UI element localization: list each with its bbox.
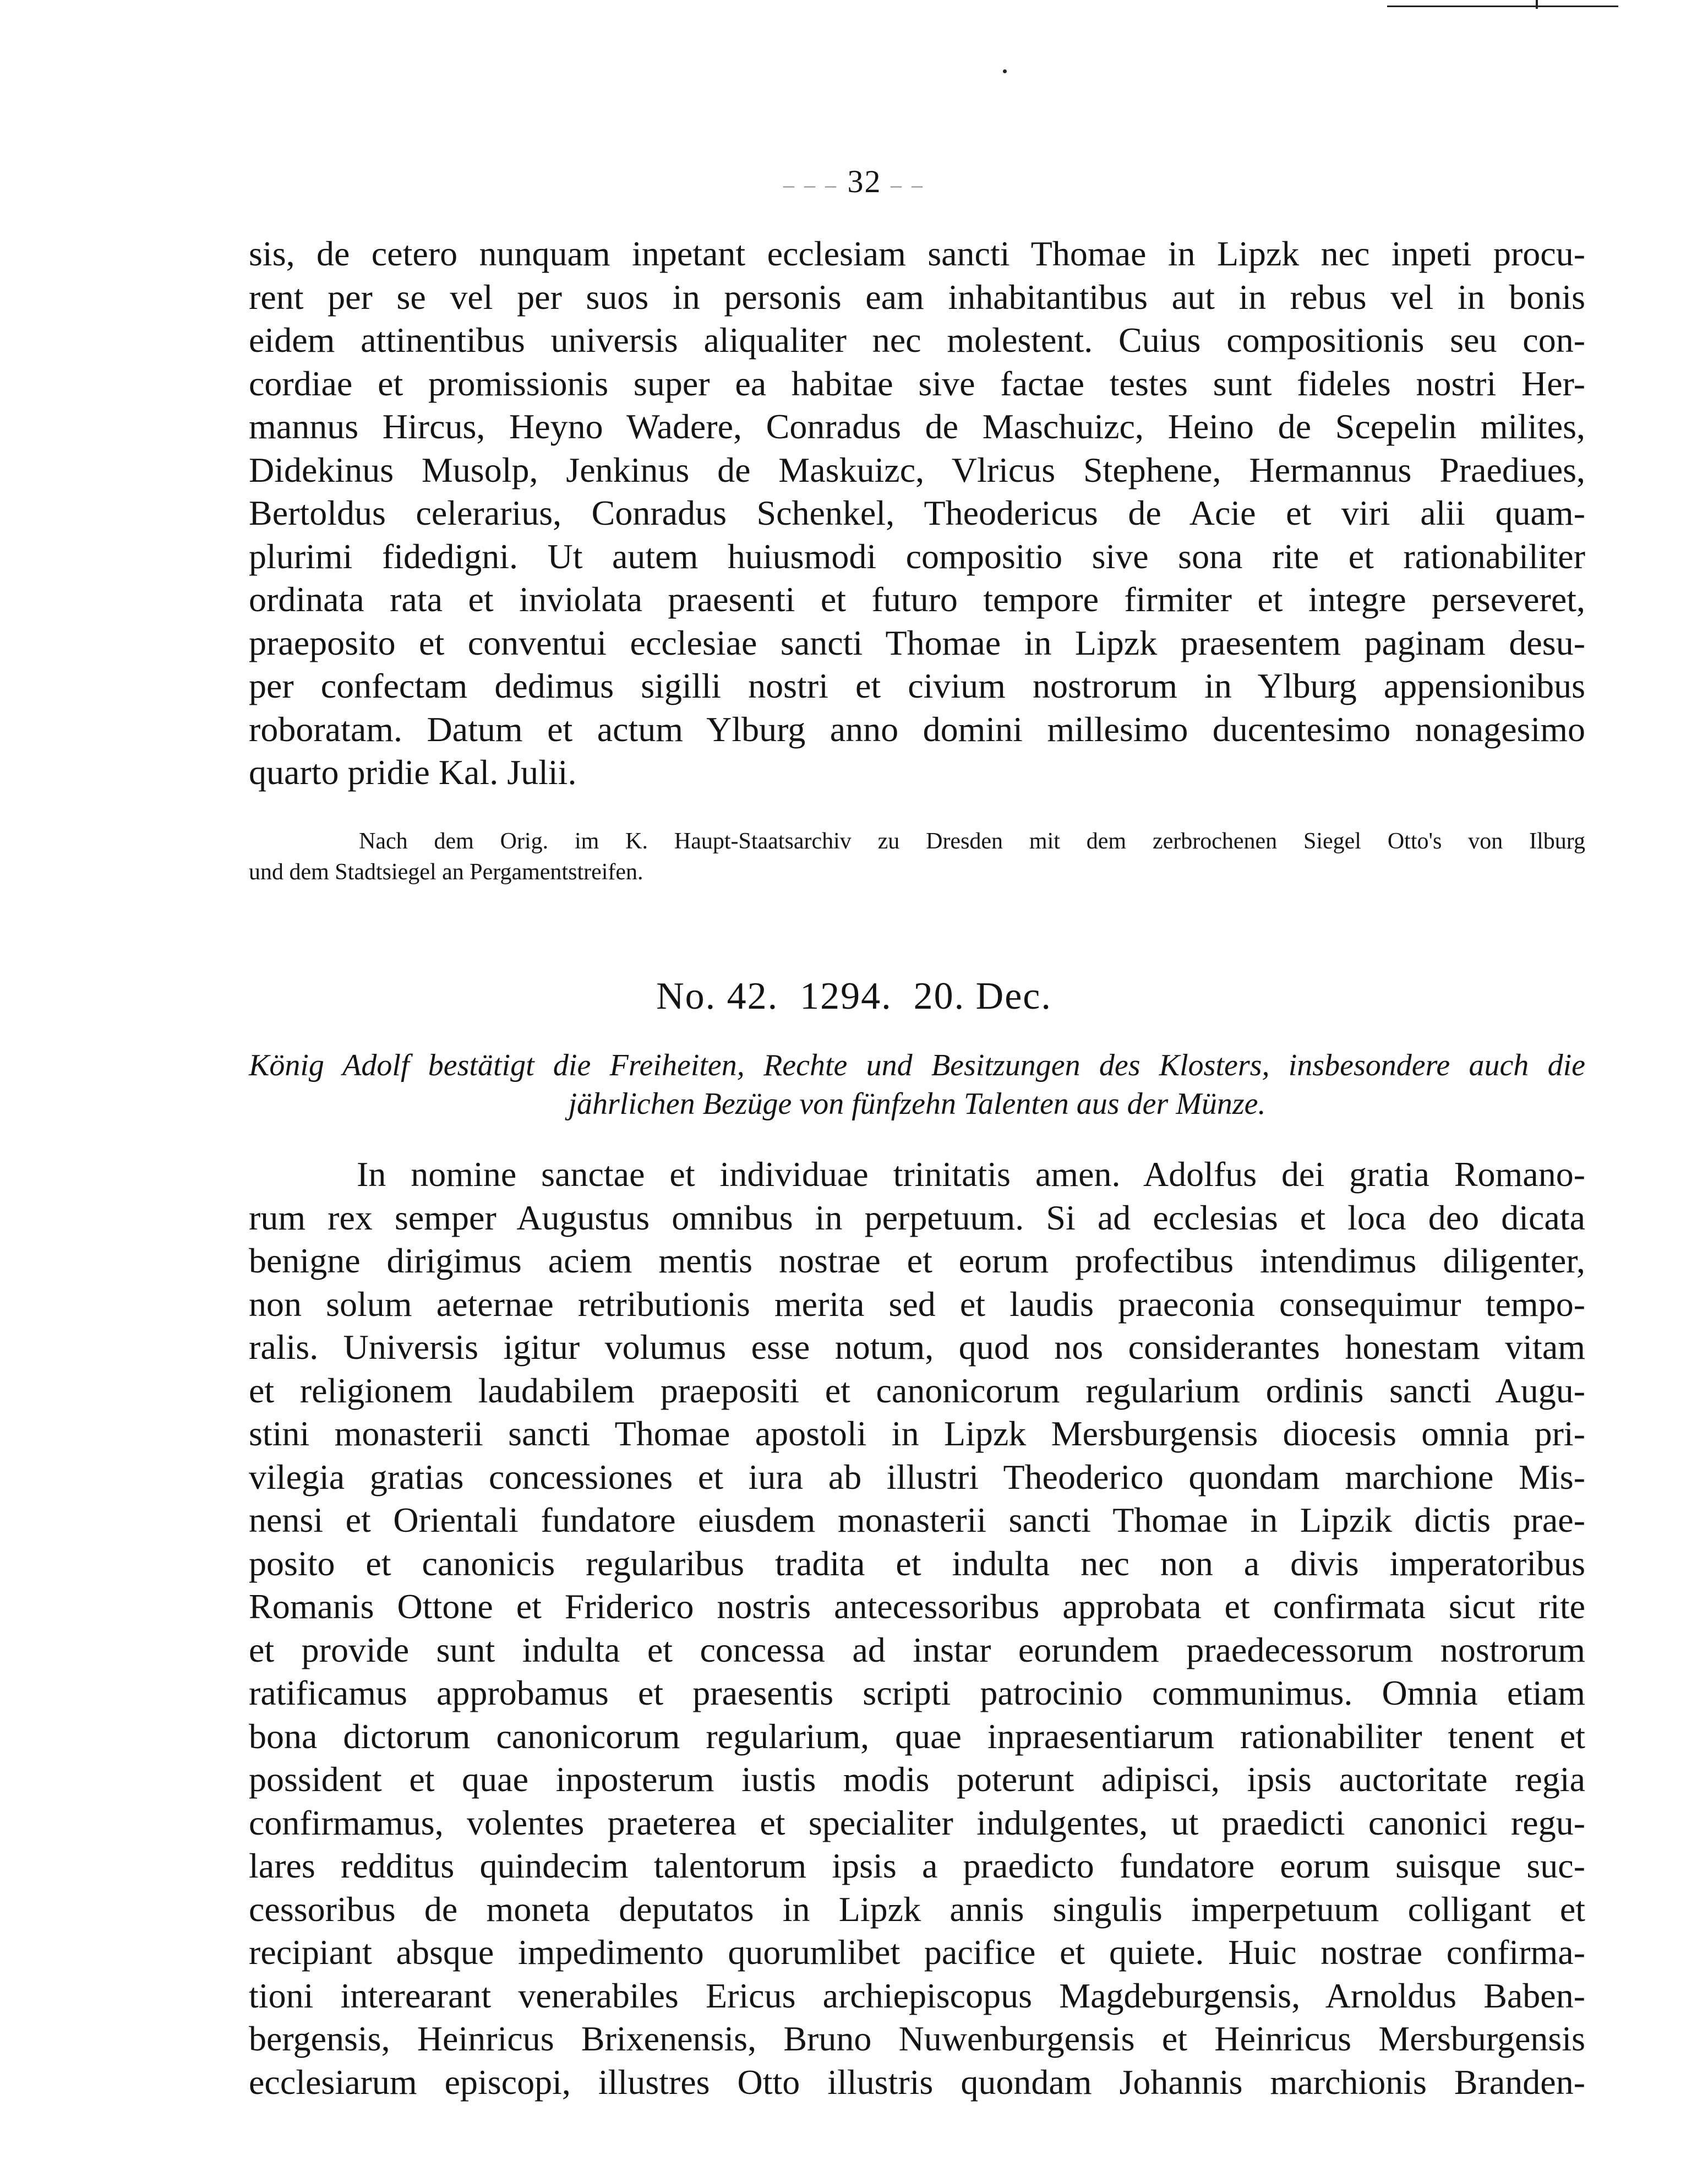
page-number-value: 32 bbox=[847, 164, 882, 199]
text-line: bona dictorum canonicorum regularium, quae inpraesentiarum rationabiliter tenent et bbox=[249, 1716, 1585, 1756]
text-line: cordiae et promissionis super ea habitae sive factae testes sunt fideles nostri Her- bbox=[249, 363, 1585, 403]
source-note bbox=[249, 826, 1585, 888]
continuation-text bbox=[249, 232, 1585, 795]
text-line: nensi et Orientali fundatore eiusdem monasterii sancti Thomae in Lipzik dictis prae- bbox=[249, 1500, 1585, 1539]
text-line: et religionem laudabilem praepositi et canonicorum regularium ordinis sancti Augu- bbox=[249, 1370, 1585, 1410]
text-line: vilegia gratias concessiones et iura ab illustri Theoderico quondam marchione Mis- bbox=[249, 1457, 1585, 1497]
text-line: non solum aeternae retributionis merita sed et laudis praeconia consequimur tempo- bbox=[249, 1284, 1585, 1324]
text-line: plurimi fidedigni. Ut autem huiusmodi compositio sive sona rite et rationabiliter bbox=[249, 536, 1585, 576]
scan-edge-tick bbox=[1536, 0, 1538, 9]
scan-dot bbox=[1003, 69, 1007, 73]
text-line: recipiant absque impedimento quorumlibet pacifice et quiete. Huic nostrae confirma- bbox=[249, 1933, 1585, 1972]
page-number-dash-left: – – – bbox=[783, 172, 838, 198]
regest-line: König Adolf bestätigt die Freiheiten, Rechte und Besitzungen des Klosters, insbesondere auch die bbox=[249, 1048, 1585, 1082]
text-line: Romanis Ottone et Friderico nostris antecessoribus approbata et confirmata sicut rite bbox=[249, 1587, 1585, 1626]
text-line: quarto pridie Kal. Julii. bbox=[249, 753, 577, 792]
text-line: ratificamus approbamus et praesentis scripti patrocinio communimus. Omnia etiam bbox=[249, 1673, 1585, 1712]
text-line: ordinata rata et inviolata praesenti et futuro tempore firmiter et integre perseveret, bbox=[249, 580, 1585, 619]
text-line: benigne dirigimus aciem mentis nostrae et eorum profectibus intendimus diligenter, bbox=[249, 1241, 1585, 1280]
text-line: Didekinus Musolp, Jenkinus de Maskuizc, Vlricus Stephene, Hermannus Praediues, bbox=[249, 450, 1585, 489]
text-line: eidem attinentibus universis aliqualiter nec molestent. Cuius compositionis seu con- bbox=[249, 320, 1585, 360]
text-line: cessoribus de moneta deputatos in Lipzk annis singulis imperpetuum colligant et bbox=[249, 1889, 1585, 1929]
page-number-dash-right: – – bbox=[891, 172, 925, 198]
text-line: ralis. Universis igitur volumus esse notum, quod nos considerantes honestam vitam bbox=[249, 1327, 1585, 1367]
text-line: rent per se vel per suos in personis eam inhabitantibus aut in rebus vel in bonis bbox=[249, 277, 1585, 317]
document-heading: No. 42. 1294. 20. Dec. bbox=[656, 975, 1052, 1017]
text-line: sis, de cetero nunquam inpetant ecclesiam sancti Thomae in Lipzk nec inpeti procu- bbox=[249, 234, 1585, 273]
text-line: Bertoldus celerarius, Conradus Schenkel, Theodericus de Acie et viri alii quam- bbox=[249, 493, 1585, 532]
document-text bbox=[249, 1153, 1585, 2104]
regest-line: jährlichen Bezüge von fünfzehn Talenten aus der Münze. bbox=[568, 1087, 1266, 1121]
text-line: In nomine sanctae et individuae trinitatis amen. Adolfus dei gratia Romano- bbox=[357, 1155, 1585, 1194]
text-line: mannus Hircus, Heyno Wadere, Conradus de Maschuizc, Heino de Scepelin milites, bbox=[249, 407, 1585, 446]
text-line: per confectam dedimus sigilli nostri et civium nostrorum in Ylburg appensionibus bbox=[249, 666, 1585, 705]
note-line: und dem Stadtsiegel an Pergamentstreifen. bbox=[249, 859, 643, 885]
text-line: confirmamus, volentes praeterea et specialiter indulgentes, ut praedicti canonici regu- bbox=[249, 1803, 1585, 1842]
text-line: possident et quae inposterum iustis modis poterunt adipisci, ipsis auctoritate regia bbox=[249, 1760, 1585, 1799]
page-number bbox=[0, 163, 1708, 200]
text-line: rum rex semper Augustus omnibus in perpetuum. Si ad ecclesias et loca deo dicata bbox=[249, 1198, 1585, 1237]
text-line: et provide sunt indulta et concessa ad instar eorundem praedecessorum nostrorum bbox=[249, 1630, 1585, 1669]
document-regest bbox=[249, 1046, 1585, 1123]
note-line: Nach dem Orig. im K. Haupt-Staatsarchiv zu Dresden mit dem zerbrochenen Siegel Otto's von Ilburg bbox=[359, 829, 1585, 854]
text-line: tioni interearant venerabiles Ericus archiepiscopus Magdeburgensis, Arnoldus Baben- bbox=[249, 1976, 1585, 2015]
scan-edge-line bbox=[1387, 6, 1618, 7]
text-line: roboratam. Datum et actum Ylburg anno domini millesimo ducentesimo nonagesimo bbox=[249, 709, 1585, 749]
text-line: ecclesiarum episcopi, illustres Otto illustris quondam Johannis marchionis Branden- bbox=[249, 2062, 1585, 2102]
text-line: posito et canonicis regularibus tradita et indulta nec non a divis imperatoribus bbox=[249, 1543, 1585, 1583]
text-line: praeposito et conventui ecclesiae sancti Thomae in Lipzk praesentem paginam desu- bbox=[249, 623, 1585, 662]
text-line: stini monasterii sancti Thomae apostoli in Lipzk Mersburgensis diocesis omnia pri- bbox=[249, 1414, 1585, 1453]
text-line: lares redditus quindecim talentorum ipsis a praedicto fundatore eorum suisque suc- bbox=[249, 1846, 1585, 1885]
text-line: bergensis, Heinricus Brixenensis, Bruno Nuwenburgensis et Heinricus Mersburgensis bbox=[249, 2019, 1585, 2058]
